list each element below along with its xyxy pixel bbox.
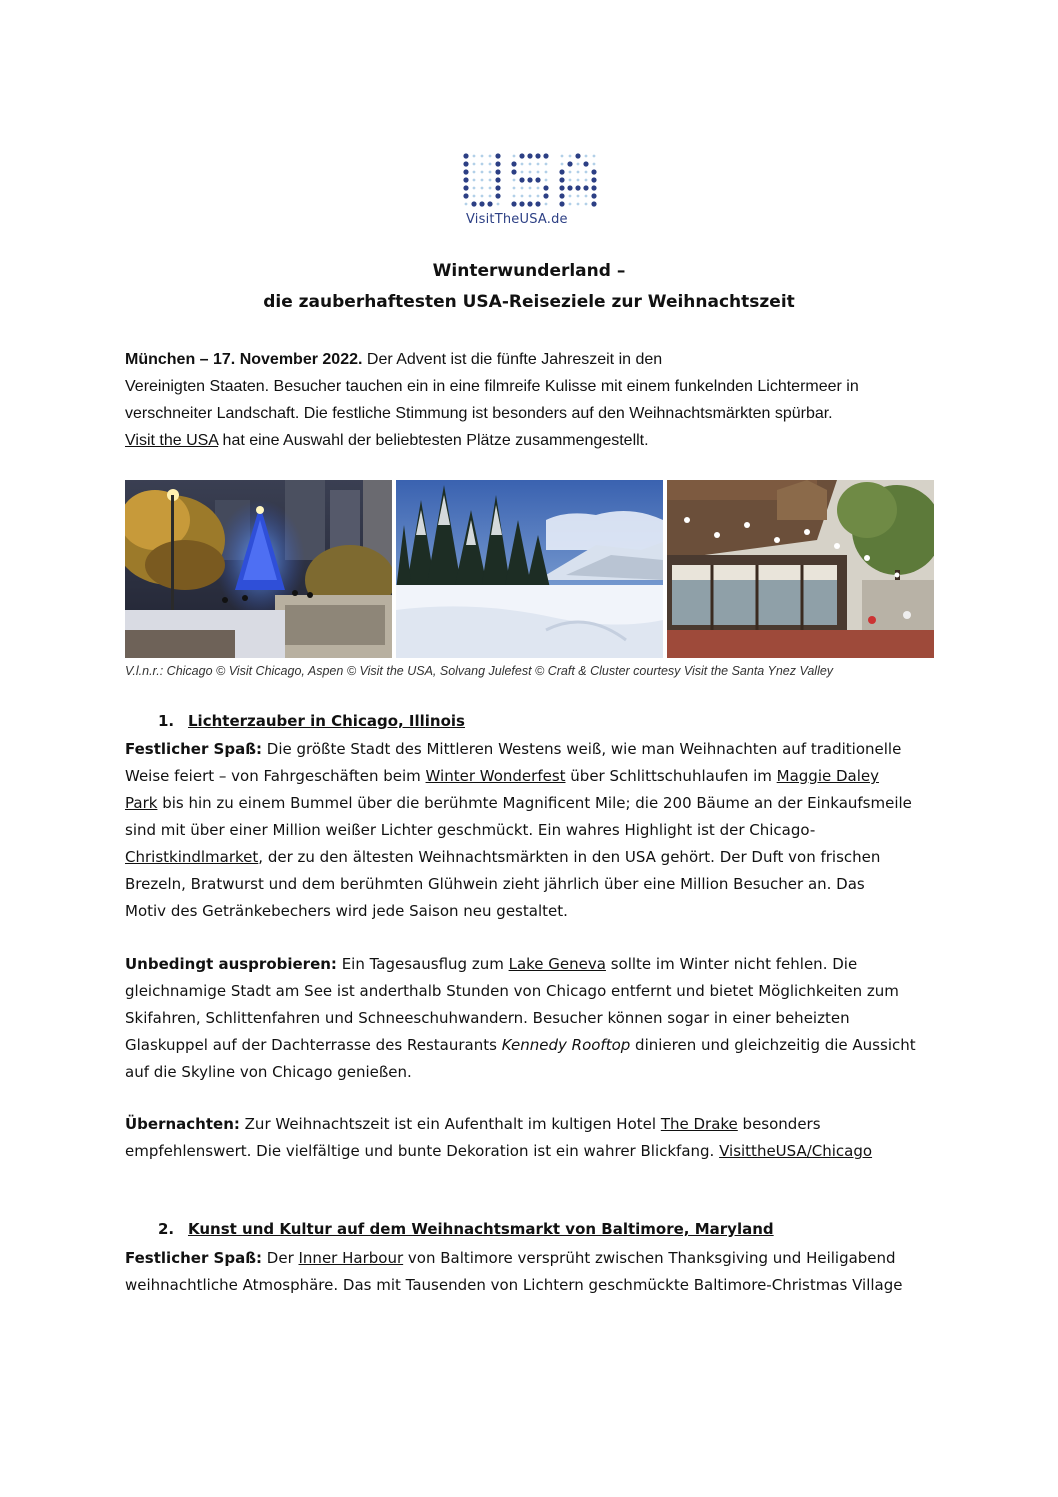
stay-label: Übernachten:: [125, 1115, 240, 1133]
body-text: Zur Weihnachtszeit ist ein Aufenthalt im kultigen Hotel: [239, 1115, 661, 1133]
body-text: Skifahren, Schlittenfahren und Schneeschuhwandern. Besucher können sogar in einer beheizten: [125, 1009, 850, 1027]
intro-text: Vereinigten Staaten. Besucher tauchen ein in eine filmreife Kulisse mit einem funkelnden Lichtermeer in: [125, 378, 859, 395]
section2-fun-paragraph: [125, 1245, 945, 1299]
section1-fun-paragraph: [125, 736, 945, 925]
section1-heading: [158, 712, 465, 730]
section2-heading: [158, 1220, 774, 1238]
solvang-julefest-street-photo: [667, 480, 934, 658]
logo-text: VisitTheUSA.de: [466, 212, 568, 227]
body-text: von Baltimore versprüht zwischen Thanksgiving und Heiligabend: [403, 1249, 896, 1267]
body-text: Motiv des Getränkebechers wird jede Saison neu gestaltet.: [125, 902, 568, 920]
christkindlmarket-link[interactable]: Christkindlmarket: [125, 848, 259, 866]
body-text: Weise feiert – von Fahrgeschäften beim: [125, 767, 426, 785]
visit-the-usa-link[interactable]: Visit the USA: [125, 432, 219, 449]
intro-text: Der Advent ist die fünfte Jahreszeit in den: [362, 351, 663, 368]
body-text: gleichnamige Stadt am See ist anderthalb Stunden von Chicago entfernt und bietet Möglichkeiten zum: [125, 982, 899, 1000]
intro-paragraph: [125, 346, 945, 454]
inner-harbour-link[interactable]: Inner Harbour: [298, 1249, 404, 1267]
body-text: besonders: [737, 1115, 821, 1133]
body-text: über Schlittschuhlaufen im: [565, 767, 777, 785]
body-text: Der: [262, 1249, 299, 1267]
page-title-line2: die zauberhaftesten USA-Reiseziele zur Weihnachtszeit: [263, 292, 795, 312]
body-text: empfehlenswert. Die vielfältige und bunte Dekoration ist ein wahrer Blickfang.: [125, 1142, 720, 1160]
intro-text: verschneiter Landschaft. Die festliche Stimmung ist besonders auf den Weihnachtsmärkten spürbar.: [125, 405, 833, 422]
page-title-line1: Winterwunderland –: [432, 261, 626, 281]
body-text: , der zu den ältesten Weihnachtsmärkten in den USA gehört. Der Duft von frischen: [258, 848, 881, 866]
photo-strip: [125, 480, 934, 658]
section1-number: 1.: [158, 712, 175, 730]
body-text: Brezeln, Bratwurst und dem berühmten Glühwein zieht jährlich über eine Million Besucher an. Das: [125, 875, 865, 893]
body-text: dinieren und gleichzeitig die Aussicht: [630, 1036, 916, 1054]
the-drake-link[interactable]: The Drake: [660, 1115, 738, 1133]
visittheusa-chicago-link[interactable]: VisittheUSA/Chicago: [719, 1142, 873, 1160]
body-text: bis hin zu einem Bummel über die berühmte Magnificent Mile; die 200 Bäume an der Einkaufsmeile: [157, 794, 912, 812]
kennedy-rooftop-text: Kennedy Rooftop: [501, 1036, 631, 1054]
section1-stay-paragraph: [125, 1111, 945, 1165]
body-text: sind mit über einer Million weißer Lichter geschmückt. Ein wahres Highlight ist der Chicago-: [125, 821, 816, 839]
body-text: Ein Tagesausflug zum: [336, 955, 509, 973]
body-text: auf die Skyline von Chicago genießen.: [125, 1063, 412, 1081]
logo-dot-matrix-icon: [458, 150, 608, 210]
winter-wonderfest-link[interactable]: Winter Wonderfest: [425, 767, 566, 785]
fun-label: Festlicher Spaß:: [125, 1249, 263, 1267]
aspen-snow-landscape-photo: [396, 480, 663, 658]
intro-text: hat eine Auswahl der beliebtesten Plätze zusammengestellt.: [218, 432, 649, 449]
visittheusa-logo[interactable]: [458, 150, 608, 232]
body-text: Die größte Stadt des Mittleren Westens weiß, wie man Weihnachten auf traditionelle: [262, 740, 902, 758]
photo-caption: V.l.n.r.: Chicago © Visit Chicago, Aspen © Visit the USA, Solvang Julefest © Craft & Cluster courtesy Visit the Santa Ynez Valley: [125, 664, 834, 678]
body-text: sollte im Winter nicht fehlen. Die: [605, 955, 858, 973]
section1-title[interactable]: Lichterzauber in Chicago, Illinois: [188, 712, 465, 730]
maggie-daley-park-link[interactable]: Maggie Daley: [776, 767, 880, 785]
body-text: Glaskuppel auf der Dachterrasse des Restaurants: [125, 1036, 502, 1054]
lake-geneva-link[interactable]: Lake Geneva: [508, 955, 606, 973]
maggie-daley-park-link[interactable]: Park: [125, 794, 158, 812]
section2-title[interactable]: Kunst und Kultur auf dem Weihnachtsmarkt von Baltimore, Maryland: [188, 1220, 774, 1238]
section1-try-paragraph: [125, 951, 945, 1086]
body-text: weihnachtliche Atmosphäre. Das mit Tausenden von Lichtern geschmückte Baltimore-Christmas Village: [125, 1276, 903, 1294]
section2-number: 2.: [158, 1220, 175, 1238]
dateline: München – 17. November 2022.: [125, 351, 363, 368]
fun-label: Festlicher Spaß:: [125, 740, 263, 758]
try-label: Unbedingt ausprobieren:: [125, 955, 337, 973]
chicago-christmas-tree-photo: [125, 480, 392, 658]
